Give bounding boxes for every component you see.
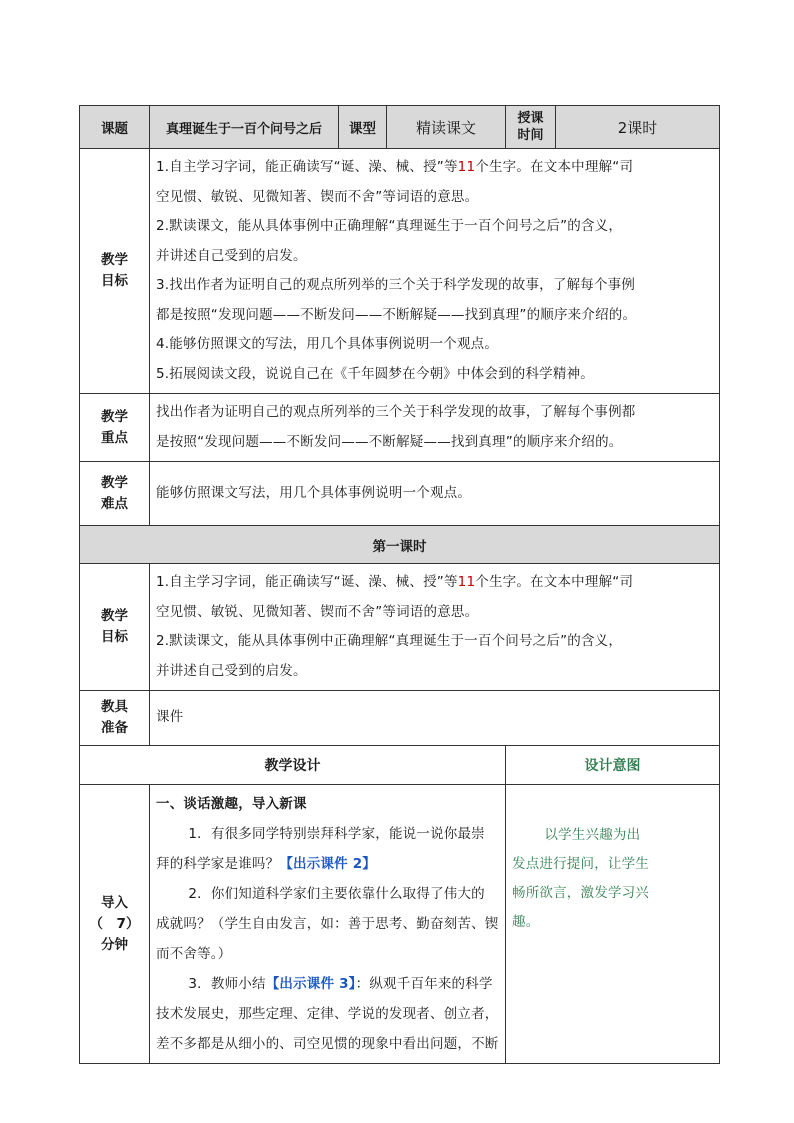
- difficulties-label: 教学 难点: [80, 462, 150, 526]
- topic-label: 课题: [80, 106, 150, 149]
- type-value: 精读课文: [387, 106, 506, 149]
- intro-p3-c: 差不多都是从细小的、司空见惯的现象中看出问题，不断: [156, 1036, 499, 1052]
- intent-header: 设计意图: [506, 746, 720, 785]
- goal-2-cont: 并讲述自己受到的启发。: [156, 247, 307, 264]
- difficulties-row: [80, 462, 720, 526]
- intro-p2-b: 成就吗？（学生自由发言，如：善于思考、勤奋刻苦、锲: [156, 916, 499, 932]
- lesson-one-goal-1-cont: 空见惯、敏锐、见微知著、锲而不舍”等词语的意思。: [156, 603, 479, 620]
- intent-line-4: 趣。: [512, 914, 540, 930]
- goal-3-cont: 都是按照“发现问题——不断发问——不断解疑——找到真理”的顺序来介绍的。: [156, 306, 637, 323]
- lesson-one-row: [80, 526, 720, 564]
- tools-row: [80, 691, 720, 746]
- lesson-one-goal-2-cont: 并讲述自己受到的启发。: [156, 662, 307, 679]
- intent-line-2: 发点进行提问，让学生: [512, 856, 649, 872]
- lesson-one-title: 第一课时: [80, 526, 720, 564]
- intro-row: [80, 785, 720, 1064]
- lesson-plan-table: [79, 105, 720, 1064]
- topic-value: 真理诞生于一百个问号之后: [150, 106, 339, 149]
- intro-section-title: 一、谈话激趣，导入新课: [156, 796, 307, 812]
- intro-p3-a: 3．教师小结【出示课件 3】：纵观千百年来的科学: [188, 976, 493, 992]
- intro-content: [150, 785, 506, 1064]
- intro-label: 导入 （ 7） 分钟: [80, 785, 150, 1064]
- lesson-one-goal-1: 1.自主学习字词，能正确读写“诞、澡、械、授”等11个生字。在文本中理解“司: [156, 574, 634, 590]
- lesson-one-goals-row: [80, 564, 720, 691]
- key-points-label: 教学 重点: [80, 394, 150, 462]
- tools-label: 教具 准备: [80, 691, 150, 746]
- slide-tag-2: 【出示课件 2】: [279, 856, 377, 872]
- goal-4: 4.能够仿照课文的写法，用几个具体事例说明一个观点。: [156, 336, 499, 352]
- intro-p1-b: 拜的科学家是谁吗？【出示课件 2】: [156, 856, 377, 872]
- goal-1-cont: 空见惯、敏锐、见微知著、锲而不舍”等词语的意思。: [156, 188, 479, 205]
- intro-p1-a: 1．有很多同学特别崇拜科学家，能说一说你最崇: [188, 826, 485, 842]
- time-label: 授课 时间: [506, 106, 556, 149]
- intro-p3-b: 技术发展史，那些定理、定律、学说的发现者、创立者，: [156, 1006, 499, 1022]
- intro-p2-a: 2．你们知道科学家们主要依靠什么取得了伟大的: [188, 886, 485, 902]
- goals-content: [150, 149, 720, 394]
- goals-row: [80, 149, 720, 394]
- lesson-one-goals-content: [150, 564, 720, 691]
- key-points-row: [80, 394, 720, 462]
- goal-3: 3.找出作者为证明自己的观点所列举的三个关于科学发现的故事，了解每个事例: [156, 277, 636, 293]
- design-header-row: [80, 746, 720, 785]
- difficulties-content: 能够仿照课文写法，用几个具体事例说明一个观点。: [150, 462, 720, 526]
- header-row: [80, 106, 720, 149]
- intent-content: [506, 785, 720, 1064]
- slide-tag-3: 【出示课件 3】: [265, 976, 356, 992]
- intent-line-1: 以学生兴趣为出: [544, 827, 641, 843]
- design-header: 教学设计: [80, 746, 506, 785]
- hours-value: 2课时: [556, 106, 720, 149]
- key-points-line-1: 找出作者为证明自己的观点所列举的三个关于科学发现的故事，了解每个事例都: [156, 404, 636, 420]
- tools-content: 课件: [150, 691, 720, 746]
- intent-line-3: 畅所欲言，激发学习兴: [512, 885, 649, 901]
- lesson-one-goals-label: 教学 目标: [80, 564, 150, 691]
- goal-5: 5.拓展阅读文段，说说自己在《千年圆梦在今朝》中体会到的科学精神。: [156, 365, 594, 382]
- goal-1: 1.自主学习字词，能正确读写“诞、澡、械、授”等11个生字。在文本中理解“司: [156, 159, 634, 175]
- key-points-content: [150, 394, 720, 462]
- goal-2: 2.默读课文，能从具体事例中正确理解“真理诞生于一百个问号之后”的含义，: [156, 218, 623, 234]
- goals-label: 教学 目标: [80, 149, 150, 394]
- intro-p2-c: 而不舍等。）: [156, 946, 232, 962]
- lesson-one-goal-2: 2.默读课文，能从具体事例中正确理解“真理诞生于一百个问号之后”的含义，: [156, 633, 623, 649]
- key-points-line-2: 是按照“发现问题——不断发问——不断解疑——找到真理”的顺序来介绍的。: [156, 433, 623, 450]
- type-label: 课型: [339, 106, 387, 149]
